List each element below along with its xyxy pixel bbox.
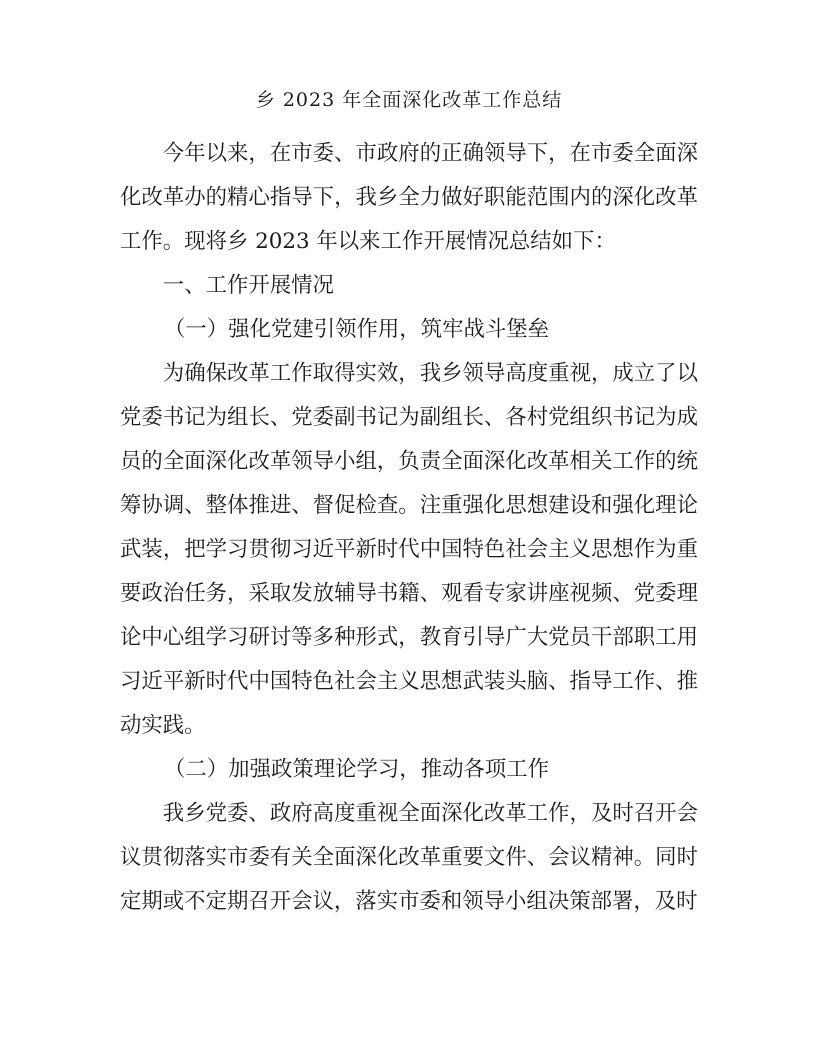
document-page — [120, 88, 698, 924]
subsection-heading-policy-study: （二）加强政策理论学习，推动各项工作 — [164, 757, 550, 782]
subsection-body-party-building: 为确保改革工作取得实效，我乡领导高度重视，成立了以党委书记为组长、党委副书记为副组长、各村党组织书记为成员的全面深化改革领导小组，负责全面深化改革相关工作的统筹协调、整体推进、督促检查。注重强化思想建设和强化理论武装，把学习贯彻习近平新时代中国特色社会主义思想作为重要政治任务，采取发放辅导书籍、观看专家讲座视频、党委理论中心组学习研讨等多种形式，教育引导广大党员干部职工用习近平新时代中国特色社会主义思想武装头脑、指导工作、推动实践。 — [120, 361, 698, 738]
intro-paragraph: 今年以来，在市委、市政府的正确领导下，在市委全面深化改革办的精心指导下，我乡全力做好职能范围内的深化改革工作。现将乡 2023 年以来工作开展情况总结如下： — [120, 141, 698, 254]
subsection-heading-party-building: （一）强化党建引领作用，筑牢战斗堡垒 — [164, 317, 550, 342]
document-title: 乡 2023 年全面深化改革工作总结 — [255, 89, 563, 111]
section-heading-work-status: 一、工作开展情况 — [162, 273, 334, 298]
subsection-body-policy-study: 我乡党委、政府高度重视全面深化改革工作，及时召开会议贯彻落实市委有关全面深化改革重要文件、会议精神。同时定期或不定期召开会议，落实市委和领导小组决策部署，及时 — [120, 801, 698, 914]
